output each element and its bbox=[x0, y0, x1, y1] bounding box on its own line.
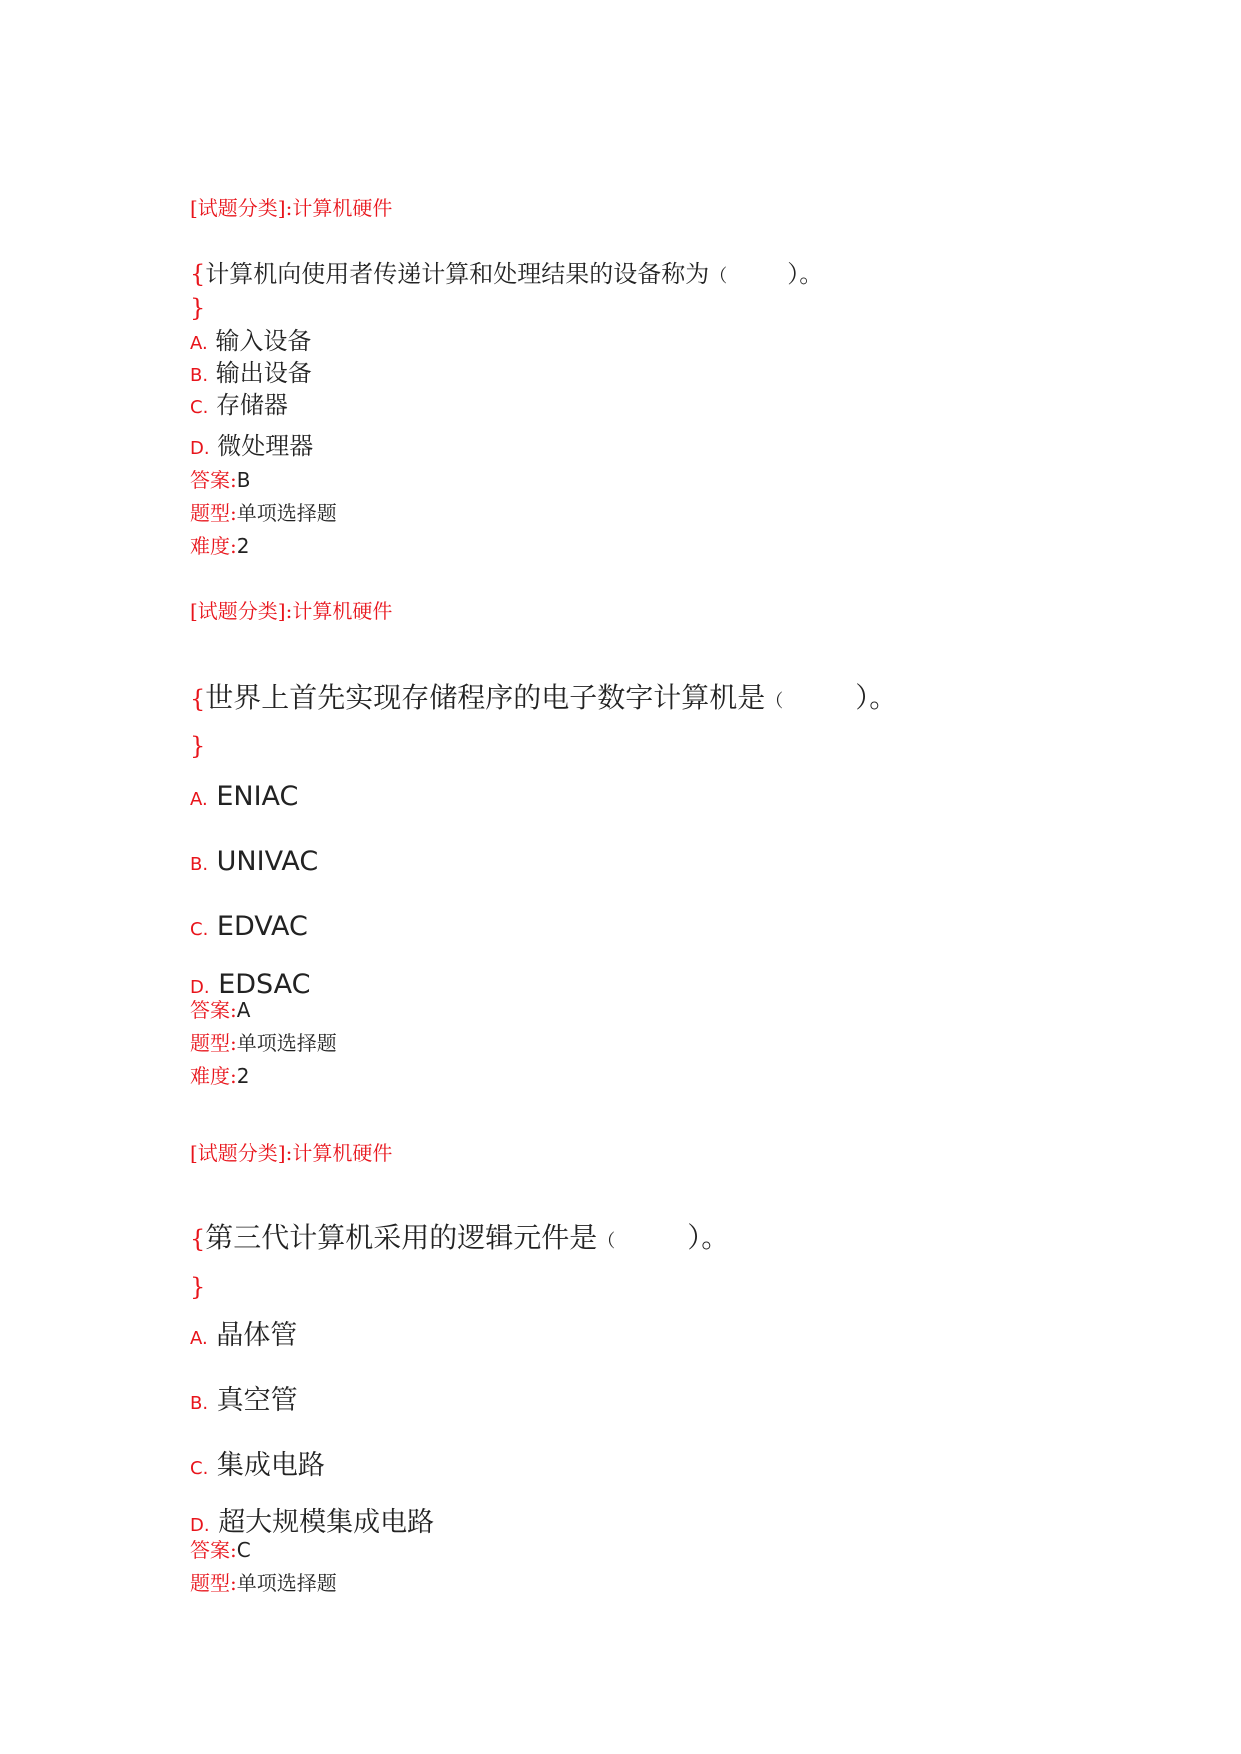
question-1-close-brace: } bbox=[190, 294, 206, 322]
question-2-type bbox=[190, 1033, 337, 1053]
option-text: UNIVAC bbox=[216, 846, 319, 877]
difficulty-label: 难度: bbox=[190, 1064, 237, 1088]
question-1-option-a bbox=[190, 329, 311, 353]
option-letter: A. bbox=[190, 1328, 208, 1349]
option-text: 超大规模集成电路 bbox=[218, 1507, 435, 1538]
question-3-option-d bbox=[190, 1509, 434, 1536]
category-value: 计算机硬件 bbox=[292, 1141, 393, 1165]
question-3-close-brace: } bbox=[190, 1273, 206, 1301]
difficulty-value: 2 bbox=[236, 534, 250, 558]
open-brace: { bbox=[190, 260, 206, 288]
option-letter: C. bbox=[190, 397, 209, 418]
option-letter: D. bbox=[190, 1515, 210, 1536]
paren-close: ）。 bbox=[787, 260, 824, 288]
answer-label: 答案: bbox=[190, 998, 237, 1022]
question-2-category bbox=[190, 601, 392, 621]
question-3-category bbox=[190, 1143, 392, 1163]
question-2-stem bbox=[190, 681, 898, 714]
option-text: 微处理器 bbox=[217, 432, 314, 460]
question-1-difficulty bbox=[190, 536, 249, 556]
option-text: 输出设备 bbox=[215, 359, 312, 387]
question-1-option-b bbox=[190, 361, 312, 385]
option-letter: B. bbox=[190, 854, 209, 875]
question-3-answer bbox=[190, 1540, 251, 1560]
paren-close: ）。 bbox=[855, 681, 898, 714]
category-value: 计算机硬件 bbox=[292, 196, 393, 220]
category-label: [试题分类]: bbox=[190, 196, 293, 220]
question-1-category bbox=[190, 198, 392, 218]
stem-text: 计算机向使用者传递计算和处理结果的设备称为 bbox=[205, 260, 710, 288]
question-1-type bbox=[190, 503, 337, 523]
question-3-option-c bbox=[190, 1452, 325, 1479]
type-value: 单项选择题 bbox=[236, 1031, 337, 1055]
stem-text: 世界上首先实现存储程序的电子数字计算机是 bbox=[205, 681, 766, 714]
option-letter: B. bbox=[190, 1393, 209, 1414]
type-label: 题型: bbox=[190, 1571, 237, 1595]
stem-text: 第三代计算机采用的逻辑元件是 bbox=[205, 1221, 598, 1254]
answer-value: A bbox=[236, 998, 251, 1022]
option-letter: C. bbox=[190, 919, 209, 940]
question-2-option-a bbox=[190, 783, 298, 810]
paren-open: （ bbox=[765, 691, 784, 712]
question-1-option-c bbox=[190, 393, 288, 417]
option-letter: A. bbox=[190, 789, 208, 810]
paren-open: （ bbox=[709, 266, 728, 287]
question-3-type bbox=[190, 1573, 337, 1593]
option-text: ENIAC bbox=[216, 781, 299, 812]
option-text: EDVAC bbox=[216, 911, 308, 942]
category-value: 计算机硬件 bbox=[292, 599, 393, 623]
answer-label: 答案: bbox=[190, 468, 237, 492]
option-letter: D. bbox=[190, 977, 210, 998]
question-2-option-c bbox=[190, 913, 308, 940]
type-value: 单项选择题 bbox=[236, 1571, 337, 1595]
paren-close: ）。 bbox=[687, 1221, 730, 1254]
question-3-option-b bbox=[190, 1387, 298, 1414]
question-2-answer bbox=[190, 1000, 250, 1020]
option-text: 真空管 bbox=[216, 1385, 298, 1416]
option-letter: A. bbox=[190, 333, 208, 354]
open-brace: { bbox=[190, 685, 206, 713]
question-3-option-a bbox=[190, 1322, 297, 1349]
category-label: [试题分类]: bbox=[190, 1141, 293, 1165]
question-1-option-d bbox=[190, 434, 313, 458]
question-1-answer bbox=[190, 470, 250, 490]
option-letter: C. bbox=[190, 1458, 209, 1479]
question-2-option-d bbox=[190, 971, 311, 998]
option-text: EDSAC bbox=[218, 969, 311, 1000]
option-text: 输入设备 bbox=[215, 327, 312, 355]
answer-label: 答案: bbox=[190, 1538, 237, 1562]
question-2-option-b bbox=[190, 848, 318, 875]
option-letter: D. bbox=[190, 438, 210, 459]
difficulty-value: 2 bbox=[236, 1064, 250, 1088]
question-2-close-brace: } bbox=[190, 732, 206, 760]
open-brace: { bbox=[190, 1225, 206, 1253]
difficulty-label: 难度: bbox=[190, 534, 237, 558]
paren-open: （ bbox=[597, 1231, 616, 1252]
question-3-stem bbox=[190, 1221, 730, 1254]
category-label: [试题分类]: bbox=[190, 599, 293, 623]
option-text: 存储器 bbox=[215, 391, 288, 419]
option-text: 集成电路 bbox=[216, 1450, 325, 1481]
type-value: 单项选择题 bbox=[236, 501, 337, 525]
option-text: 晶体管 bbox=[216, 1320, 298, 1351]
question-2-difficulty bbox=[190, 1066, 249, 1086]
type-label: 题型: bbox=[190, 1031, 237, 1055]
answer-value: B bbox=[236, 468, 251, 492]
question-1-stem bbox=[190, 262, 823, 286]
option-letter: B. bbox=[190, 365, 209, 386]
type-label: 题型: bbox=[190, 501, 237, 525]
answer-value: C bbox=[236, 1538, 251, 1562]
